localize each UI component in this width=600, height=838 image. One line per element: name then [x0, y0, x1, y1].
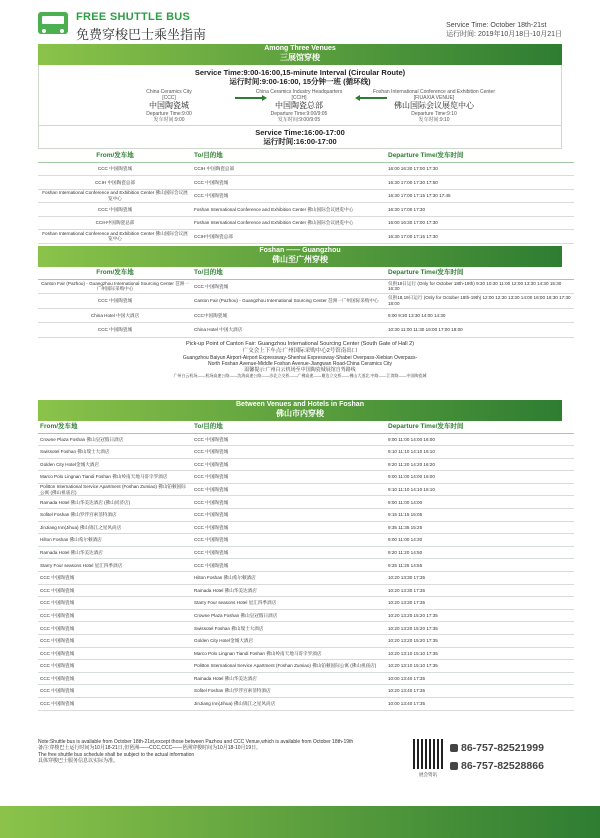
cell-from: CCC 中国陶瓷城: [38, 685, 192, 698]
cell-to: CCC 中国陶瓷城: [192, 471, 386, 484]
cell-time: 9:25 11:25 14:55: [386, 559, 574, 572]
cell-to: CCC 中国陶瓷城: [192, 559, 386, 572]
section-title-en: Foshan —— Guangzhou: [259, 247, 341, 254]
cell-time: 9:15 11:15 15:05: [386, 509, 574, 522]
table-row: [38, 279, 574, 294]
page-header: [0, 0, 600, 44]
cell-from: CCC 中国陶瓷城: [38, 660, 192, 673]
table-row: [38, 323, 574, 338]
cell-time: 9:20 11:20 14:20 16:20: [386, 458, 574, 471]
cell-from: Foshan International Conference and Exhibition Center 佛山国际会议展览中心: [38, 230, 192, 244]
cell-to: CCC 中国陶瓷城: [192, 279, 386, 294]
cell-from: CCC 中国陶瓷城: [38, 323, 192, 338]
bus-icon: [38, 12, 68, 34]
cell-from: Foshan International Conference and Exhibition Center 佛山国际会议展览中心: [38, 189, 192, 203]
cell-from: CCC 中国陶瓷城: [38, 647, 192, 660]
qr-code-icon: [413, 739, 443, 769]
cell-to: Ramada Hotel 佛山华美达酒店: [192, 584, 386, 597]
cell-time: 10:00 13:40 17:35: [386, 697, 574, 710]
cell-time: 10:20 13:30 17:35: [386, 597, 574, 610]
cell-from: Starry Four seasons Hotel 星汇四季酒店: [38, 559, 192, 572]
cell-time: 9:00 9:30 13:30 14:00 14:30: [386, 308, 574, 323]
col-to: To/目的地: [192, 149, 386, 162]
service-interval-cn: 运行时间:9:00-16:00, 15分钟一班 (循环线): [229, 77, 371, 86]
col-to: To/目的地: [192, 421, 386, 433]
table-row: [38, 521, 574, 534]
table-row: [38, 483, 574, 496]
col-time: Departure Time/发车时间: [386, 149, 574, 162]
cell-from: Marco Polo Lingnan Tiandi Foshan 佛山岭南天地马哥孛罗酒店: [38, 471, 192, 484]
table-row: [38, 685, 574, 698]
cell-from: CCC 中国陶瓷城: [38, 635, 192, 648]
note-cn-2: 具体穿梭巴士服务信息以实际为准。: [38, 758, 119, 765]
cell-time: 仅供18,19日运行 (Only for October 18th-19th) 12:00 12:30 13:30 14:00 16:00 16:30 17:30 18:00: [386, 294, 574, 309]
route-cn-2: 广州白云机场——机场高速公路——沈海高速公路——沙北立交桥——广佛高速——谢边立交桥——佛山大道北,中路——江湾路——中国陶瓷城: [173, 372, 427, 378]
note-en: Note:Shuttle bus is available from October 18th-21st,except those between Pazhou and CCC Venue,which is available from October 18th-19th: [38, 739, 354, 745]
cell-time: 10:00 13:40 17:35: [386, 672, 574, 685]
cell-time: 10:20 13:30 17:35: [386, 572, 574, 585]
title-en: FREE SHUTTLE BUS: [76, 11, 191, 23]
table-row: [38, 546, 574, 559]
table-row: [38, 660, 574, 673]
cell-to: CCC 中国陶瓷城: [192, 496, 386, 509]
section-three-venues: [38, 44, 562, 244]
cell-from: CCC 中国陶瓷城: [38, 597, 192, 610]
footer-bar: [0, 806, 600, 838]
cell-to: CCC 中国陶瓷城: [192, 521, 386, 534]
cell-to: CCC 中国陶瓷城: [192, 446, 386, 459]
venue-fiuaxia: Foshan International Conference and Exhibition Center [FIUAXIA VENUE] 佛山国际会议展览中心 Departure Time:9:10 发车时间:9:10: [372, 89, 496, 123]
cell-to: Swissotel Foshan 佛山瑞士大酒店: [192, 622, 386, 635]
cell-time: 10:30 11:00 11:30 16:00 17:00 18:00: [386, 323, 574, 338]
schedule-table-3: [38, 421, 574, 711]
phone-1: 86-757-82521999: [450, 742, 544, 754]
route-en-2: North Foshan Avenue-Middle Foshan Avenue-Jiangwan Road-China Ceramics City: [207, 360, 393, 367]
cell-to: CCIH 中国陶瓷总部: [192, 162, 386, 176]
service-interval-en: Service Time:9:00-16:00,15-minute Interval (Circular Route): [194, 68, 406, 77]
cell-time: 16:30 17:00 17:30: [386, 203, 574, 217]
table-row: [38, 308, 574, 323]
cell-to: Ramada Hotel 佛山华美达酒店: [192, 672, 386, 685]
service-time-block: [446, 21, 562, 39]
cell-to: Sofitel Foshan 佛山罗浮宫索菲特酒店: [192, 685, 386, 698]
cell-time: 9:00 11:00 14:00 16:00: [386, 471, 574, 484]
cell-time: 10:20 13:40 17:35: [386, 685, 574, 698]
cell-from: Golden City Hotel金城大酒店: [38, 458, 192, 471]
cell-from: Canton Fair (Pazhou) - Guangzhou International Sourcing Center 琶洲一广州国际采购中心: [38, 279, 192, 294]
cell-to: CCC中国陶瓷城: [192, 308, 386, 323]
cell-time: 10:20 13:30 17:35: [386, 584, 574, 597]
cell-to: CCC 中国陶瓷城: [192, 433, 386, 446]
cell-time: 9:10 11:10 14:10 16:10: [386, 483, 574, 496]
cell-to: CCC 中国陶瓷城: [192, 534, 386, 547]
section-title-en: Between Venues and Hotels in Foshan: [236, 401, 364, 408]
cell-from: CCC 中国陶瓷城: [38, 162, 192, 176]
cell-time: 9:00 11:00 14:30: [386, 534, 574, 547]
table-row: [38, 509, 574, 522]
qr-label: 展会资讯: [419, 772, 437, 777]
table-row: [38, 446, 574, 459]
cell-from: CCC 中国陶瓷城: [38, 622, 192, 635]
table-row: [38, 433, 574, 446]
table-row: [38, 203, 574, 217]
cell-time: 16:30 17:00 17:15 17:30 17:45: [386, 189, 574, 203]
route-en-1: Guangzhou Baiyun Airport-Airport Expressway-Shenhai Expressway-Shabei Overpass-Xiebian Overpass-: [182, 354, 418, 361]
section-banner: [38, 44, 562, 65]
cell-time: 9:10 11:10 14:10 16:10: [386, 446, 574, 459]
table-row: [38, 162, 574, 176]
cell-to: CCC 中国陶瓷城: [192, 458, 386, 471]
cell-to: Canton Fair (Pazhou) - Guangzhou International Sourcing Center 琶洲一广州国际采购中心: [192, 294, 386, 309]
venue-ccc: China Ceramics City [CCC] 中国陶瓷城 Departure Time:9:00 发车时间:9:00: [146, 89, 192, 123]
table-row: [38, 584, 574, 597]
cell-from: CCC 中国陶瓷城: [38, 572, 192, 585]
cell-to: Foshan International Conference and Exhibition Center 佛山国际会议展览中心: [192, 216, 386, 230]
cell-to: Starry Four seasons Hotel 星汇四季酒店: [192, 597, 386, 610]
section-title-en: Among Three Venues: [264, 45, 336, 52]
cell-time: 10:20 13:10 15:10 17:35: [386, 660, 574, 673]
cell-from: CCC 中国陶瓷城: [38, 203, 192, 217]
cell-time: 16:30 17:00 17:15 17:30: [386, 230, 574, 244]
cell-from: Sofitel Foshan 佛山罗浮宫索菲特酒店: [38, 509, 192, 522]
table-row: [38, 609, 574, 622]
cell-time: 10:20 13:20 15:20 17:35: [386, 609, 574, 622]
cell-time: 9:00 11:00 14:00: [386, 496, 574, 509]
section-foshan-guangzhou: [38, 246, 571, 379]
cell-time: 9:20 11:20 14:50: [386, 546, 574, 559]
cell-to: Foshan International Conference and Exhibition Center 佛山国际会议展览中心: [192, 203, 386, 217]
cell-to: China Hotel 中国大酒店: [192, 323, 386, 338]
cell-to: CCC 中国陶瓷城: [192, 483, 386, 496]
cell-time: 9:35 11:35 15:25: [386, 521, 574, 534]
title-cn: 免费穿梭巴士乘坐指南: [76, 27, 207, 42]
cell-from: Swissotel Foshan 佛山瑞士大酒店: [38, 446, 192, 459]
cell-to: Crowne Plaza Foshan 佛山皇冠假日酒店: [192, 609, 386, 622]
table-row: [38, 189, 574, 203]
table-row: [38, 672, 574, 685]
col-time: Departure Time/发车时间: [386, 267, 574, 279]
table-row: [38, 597, 574, 610]
cell-to: Hilton Foshan 佛山希尔顿酒店: [192, 572, 386, 585]
cell-time: 10:20 13:20 15:20 17:35: [386, 635, 574, 648]
cell-from: Ramada Hotel 佛山华美达酒店: [38, 546, 192, 559]
cell-to: CCC 中国陶瓷城: [192, 176, 386, 190]
service-time2-cn: 运行时间:16:00-17:00: [263, 137, 337, 146]
cell-from: China Hotel 中国大酒店: [38, 308, 192, 323]
phone-icon: [450, 762, 458, 770]
schedule-table-2: [38, 267, 574, 338]
cell-to: Marco Polo Lingnan Tiandi Foshan 佛山岭南天地马哥孛罗酒店: [192, 647, 386, 660]
table-row: [38, 572, 574, 585]
schedule-table-1: [38, 149, 574, 244]
cell-time: 16:30 17:00 17:30 17:50: [386, 176, 574, 190]
phone-2: 86-757-82528866: [450, 760, 544, 772]
service-time-en: Service Time: October 18th-21st: [446, 22, 547, 29]
cell-time: 16:00 16:30 17:00 17:30: [386, 216, 574, 230]
table-row: [38, 458, 574, 471]
col-from: From/发车地: [38, 149, 192, 162]
pickup-cn: 广交会上下车点:广州国际采购中心2号馆南出口: [242, 347, 358, 354]
cell-from: CCIH 中国陶瓷总部: [38, 176, 192, 190]
cell-from: CCC 中国陶瓷城: [38, 672, 192, 685]
section-title-cn: 佛山至广州穿梭: [272, 255, 328, 264]
cell-time: 10:20 13:20 15:20 17:35: [386, 622, 574, 635]
table-row: [38, 230, 574, 244]
section-banner: [38, 246, 562, 267]
table-row: [38, 216, 574, 230]
cell-to: Politton International Service Apartment (Foshan Zumiao) 佛山铂顿国际公寓 (佛山祖庙店): [192, 660, 386, 673]
col-to: To/目的地: [192, 267, 386, 279]
cell-from: Crowne Plaza Foshan 佛山皇冠假日酒店: [38, 433, 192, 446]
cell-from: CCC 中国陶瓷城: [38, 697, 192, 710]
cell-to: CCC 中国陶瓷城: [192, 189, 386, 203]
note-cn: 备注:穿梭巴士运行时间为10月18-21日,但琶洲——CCC,CCC——琶洲穿梭时间为10月18-10月19日。: [38, 745, 262, 752]
section-foshan-hotels: [38, 400, 562, 711]
cell-from: CCC 中国陶瓷城: [38, 609, 192, 622]
route-cn-1: 温馨提示:广州白云机场至中国陶瓷城展馆自驾路线: [244, 366, 356, 373]
service-time-cn: 运行时间: 2019年10月18日-10月21日: [446, 31, 562, 38]
cell-from: CCC 中国陶瓷城: [38, 584, 192, 597]
cell-from: JinJiang Inn(Jihua) 佛山锦江之星风尚店: [38, 521, 192, 534]
col-time: Departure Time/发车时间: [386, 421, 574, 433]
cell-time: 16:00 16:30 17:00 17:30: [386, 162, 574, 176]
table-row: [38, 176, 574, 190]
table-row: [38, 697, 574, 710]
section-title-cn: 三展馆穿梭: [280, 53, 320, 62]
cell-to: Golden City Hotel金城大酒店: [192, 635, 386, 648]
section-banner: [38, 400, 562, 421]
table-row: [38, 635, 574, 648]
cell-time: 仅供19日运行 (Only for October 18th-19th) 9:30 10:30 11:00 12:00 13:30 14:30 15:30 16:30: [386, 279, 574, 294]
table-row: [38, 496, 574, 509]
cell-to: CCC 中国陶瓷城: [192, 546, 386, 559]
col-from: From/发车地: [38, 421, 192, 433]
cell-from: Politton International Service Apartment (Foshan Zumiao) 佛山铂顿国际公寓 (佛山祖庙店): [38, 483, 192, 496]
table-row: [38, 559, 574, 572]
cell-from: CCIH中国陶瓷总部: [38, 216, 192, 230]
pickup-en: Pick-up Point of Canton Fair: Guangzhou International Sourcing Center (South Gate of Hall 2): [185, 340, 415, 347]
cell-to: CCIH中国陶瓷总部: [192, 230, 386, 244]
cell-from: Hilton Foshan 佛山希尔顿酒店: [38, 534, 192, 547]
cell-from: Ramada Hotel 佛山华美达酒店 (佛山同济店): [38, 496, 192, 509]
table-row: [38, 534, 574, 547]
section-title-cn: 佛山市内穿梭: [276, 409, 324, 418]
cell-time: 10:20 13:10 15:10 17:35: [386, 647, 574, 660]
table-row: [38, 622, 574, 635]
cell-from: CCC 中国陶瓷城: [38, 294, 192, 309]
table-row: [38, 294, 574, 309]
venue-route: [39, 87, 561, 125]
pickup-info: [38, 338, 562, 379]
col-from: From/发车地: [38, 267, 192, 279]
phone-icon: [450, 744, 458, 752]
notes: [38, 739, 418, 765]
cell-to: JinJiang Inn(Jihua) 佛山锦江之星风尚店: [192, 697, 386, 710]
table-row: [38, 647, 574, 660]
cell-to: CCC 中国陶瓷城: [192, 509, 386, 522]
cell-time: 9:00 11:00 14:00 16:00: [386, 433, 574, 446]
venue-ccih: China Ceramics Industry Headquarters [CCIH] 中国陶瓷总部 Departure Time:9:00/9:05 发车时间:9:00/9:05: [255, 89, 343, 123]
note-en-2: The free shuttle bus schedule shall be subject to the actual information: [38, 751, 195, 758]
service-time2-en: Service Time:16:00-17:00: [255, 128, 345, 137]
table-row: [38, 471, 574, 484]
